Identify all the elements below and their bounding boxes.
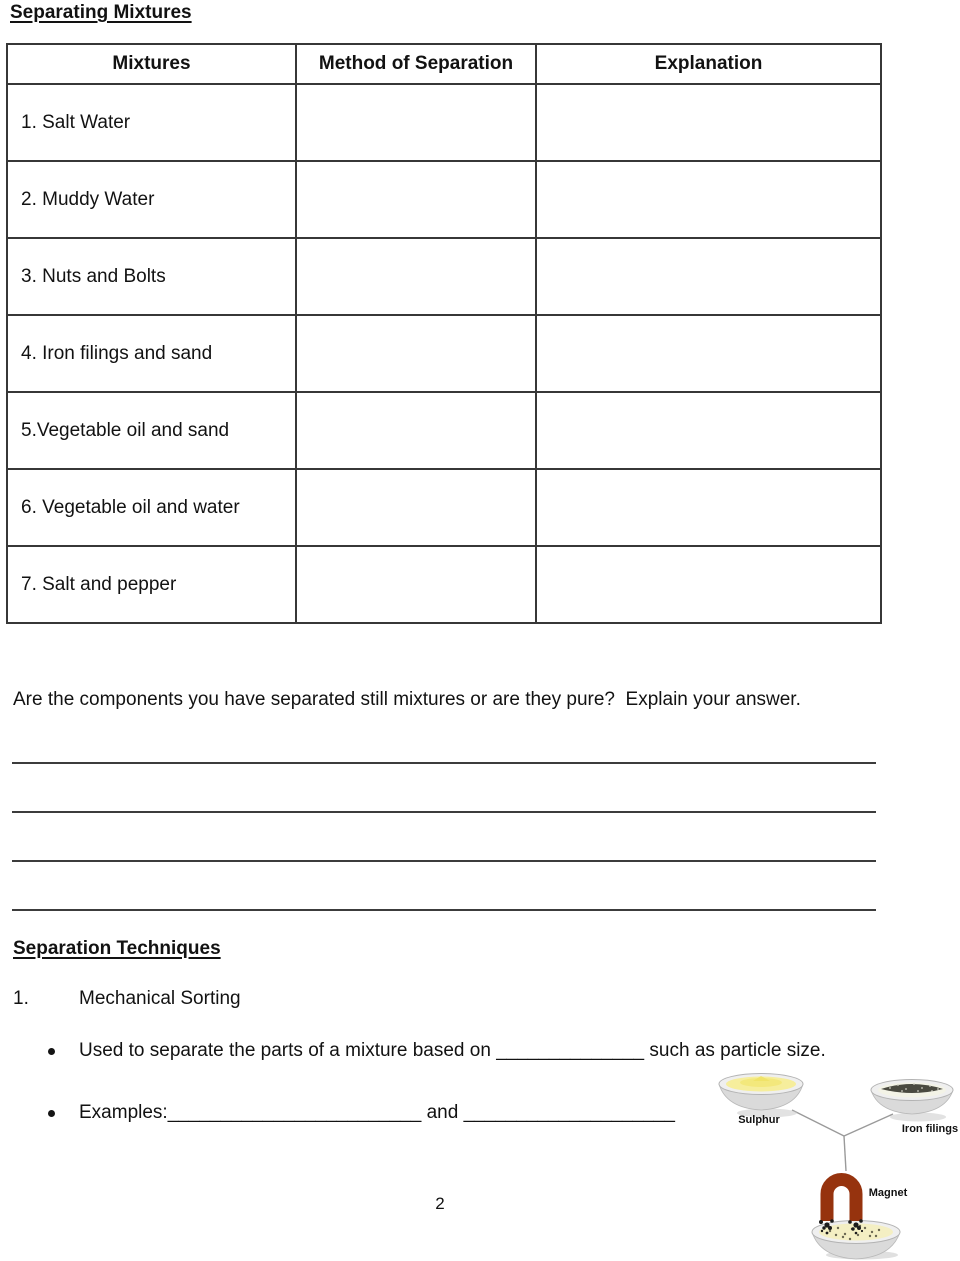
- page-number: 2: [435, 1194, 445, 1213]
- col-header-method: Method of Separation: [296, 44, 536, 84]
- bullet-item: [48, 1102, 675, 1124]
- section-heading: Separation Techniques: [13, 938, 221, 959]
- item-title: Mechanical Sorting: [79, 988, 241, 1009]
- table-row: [7, 392, 881, 469]
- mixtures-table: [6, 43, 882, 624]
- table-row: [7, 84, 881, 161]
- bullet-text: [79, 1102, 675, 1124]
- explanation-cell: [536, 392, 881, 469]
- bullet-blank: ________________________: [167, 1102, 422, 1123]
- explanation-cell: [536, 546, 881, 623]
- table-row: [7, 161, 881, 238]
- table-row: [7, 315, 881, 392]
- bullet-middle: and: [421, 1102, 464, 1123]
- page-title: Separating Mixtures: [10, 2, 192, 23]
- bullet-item: [48, 1040, 826, 1062]
- sulphur-bowl: [719, 1074, 803, 1118]
- bullet-icon: [48, 1048, 55, 1055]
- method-cell: [296, 161, 536, 238]
- iron-filings-bowl: [871, 1080, 953, 1122]
- answer-line: [12, 811, 876, 813]
- col-header-mixtures: Mixtures: [7, 44, 296, 84]
- bullet-prefix: Used to separate the parts of a mixture based on: [79, 1040, 497, 1061]
- table-row: [7, 238, 881, 315]
- answer-line: [12, 860, 876, 862]
- explanation-cell: [536, 469, 881, 546]
- sulphur-label: Sulphur: [738, 1114, 780, 1126]
- table-header-row: [7, 44, 881, 84]
- bullet-suffix: such as particle size.: [644, 1040, 826, 1061]
- method-cell: [296, 315, 536, 392]
- bullet-blank: ______________: [496, 1040, 645, 1061]
- mixture-cell: 7. Salt and pepper: [7, 546, 296, 623]
- connector-lines: [792, 1110, 893, 1171]
- explanation-cell: [536, 315, 881, 392]
- method-cell: [296, 238, 536, 315]
- question-text: Are the components you have separated still mixtures or are they pure? Explain your answer.: [13, 689, 801, 710]
- magnet-body: [827, 1180, 856, 1222]
- method-cell: [296, 469, 536, 546]
- explanation-cell: [536, 161, 881, 238]
- bullet-prefix: Examples:: [79, 1102, 168, 1123]
- answer-line: [12, 762, 876, 764]
- separation-illustration: [700, 1065, 960, 1261]
- answer-line: [12, 909, 876, 911]
- bullet-text: [79, 1040, 826, 1062]
- mixture-cell: 5.Vegetable oil and sand: [7, 392, 296, 469]
- mixture-cell: 2. Muddy Water: [7, 161, 296, 238]
- method-cell: [296, 392, 536, 469]
- magnet-label: Magnet: [868, 1187, 908, 1199]
- item-number: 1.: [13, 988, 29, 1009]
- mixture-cell: 1. Salt Water: [7, 84, 296, 161]
- bullet-blank: ____________________: [463, 1102, 675, 1123]
- col-header-explanation: Explanation: [536, 44, 881, 84]
- explanation-cell: [536, 238, 881, 315]
- bullet-icon: [48, 1110, 55, 1117]
- numbered-item: [13, 988, 241, 1010]
- mixture-cell: 4. Iron filings and sand: [7, 315, 296, 392]
- iron-filings-label: Iron filings: [901, 1123, 959, 1135]
- method-cell: [296, 546, 536, 623]
- table-row: [7, 469, 881, 546]
- method-cell: [296, 84, 536, 161]
- mixture-cell: 6. Vegetable oil and water: [7, 469, 296, 546]
- explanation-cell: [536, 84, 881, 161]
- table-row: [7, 546, 881, 623]
- mixture-cell: 3. Nuts and Bolts: [7, 238, 296, 315]
